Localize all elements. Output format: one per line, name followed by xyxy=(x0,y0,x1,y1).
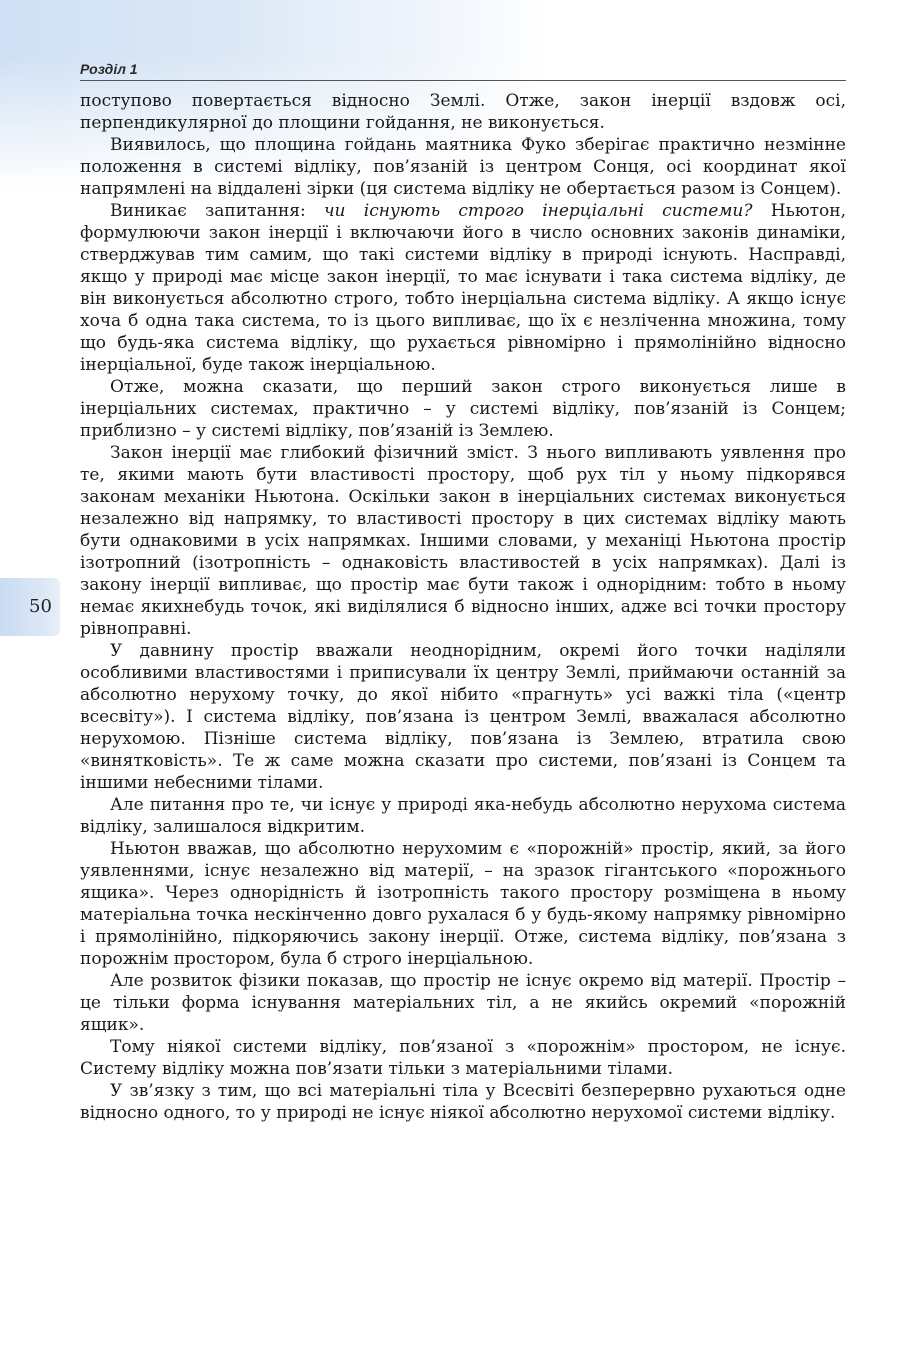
page-number: 50 xyxy=(29,596,52,617)
paragraph: Отже, можна сказати, що перший закон строго виконується лише в інерціальних системах, практично – у системі відліку, пов’язаній із Сонцем; приблизно – у системі відліку, пов’язаній із Землею. xyxy=(80,377,846,441)
main-text xyxy=(80,90,846,1124)
paragraph: Але питання про те, чи існує у природі яка-небудь абсолютно нерухома система відліку, залишалося відкритим. xyxy=(80,795,846,837)
page-header xyxy=(80,58,846,81)
paragraph-text: Виникає запитання: xyxy=(110,201,324,221)
paragraph-text: Ньютон, формулюючи закон інерції і включаючи його в число основних законів динаміки, стверджував тим самим, що такі системи відліку в природі існують. Насправді, якщо у природі має місце закон інерції, то має існувати і така система відліку, де він виконується абсолютно строго, тобто інерціальна система відліку. А якщо існує хоча б одна така система, то із цього випливає, що їх є незліченна множина, тому що будь-яка система відліку, що рухається рівномірно і прямолінійно відносно інерціальної, буде також інерціальною. xyxy=(80,201,847,375)
paragraph: У зв’язку з тим, що всі матеріальні тіла у Всесвіті безперервно рухаються одне відносно одного, то у природі не існує ніякої абсолютно нерухомої системи відліку. xyxy=(80,1081,846,1123)
paragraph: поступово повертається відносно Землі. Отже, закон інерції вздовж осі, перпендикулярної до площини гойдання, не виконується. xyxy=(80,91,846,133)
paragraph: Виявилось, що площина гойдань маятника Фуко зберігає практично незмінне положення в системі відліку, пов’язаній із центром Сонця, осі координат якої напрямлені на віддалені зірки (ця система відліку не обертається разом із Сонцем). xyxy=(80,135,846,199)
paragraph: Закон інерції має глибокий фізичний зміст. З нього випливають уявлення про те, якими мають бути властивості простору, щоб рух тіл у ньому підкорявся законам механіки Ньютона. Оскільки закон в інерціальних системах виконується незалежно від напрямку, то властивості простору в цих системах відліку мають бути однаковими в усіх напрямках. Іншими словами, у механіці Ньютона простір ізотропний (ізотропність – однаковість властивостей в усіх напрямках). Далі із закону інерції випливає, що простір має бути також і однорідним: тобто в ньому немає якихнебудь точок, які виділялися б відносно інших, адже всі точки простору рівноправні. xyxy=(80,443,846,639)
paragraph: У давнину простір вважали неоднорідним, окремі його точки наділяли особливими властивостями і приписували їх центру Землі, приймаючи останній за абсолютно нерухому точку, до якої нібито «прагнуть» усі важкі тіла («центр всесвіту»). І система відліку, пов’язана із центром Землі, вважалася абсолютно нерухомою. Пізніше система відліку, пов’язана із Землею, втратила свою «винятковість». Те ж саме можна сказати про системи, пов’язані із Сонцем та іншими небесними тілами. xyxy=(80,641,846,793)
paragraph: Ньютон вважав, що абсолютно нерухомим є «порожній» простір, який, за його уявленнями, існує незалежно від матерії, – на зразок гігантського «порожнього ящика». Через однорідність й ізотропність такого простору розміщена в ньому матеріальна точка нескінченно довго рухалася б у будь-якому напрямку рівномірно і прямолінійно, підкоряючись закону інерції. Отже, система відліку, пов’язана з порожнім простором, була б строго інерціальною. xyxy=(80,839,846,969)
paragraph: Тому ніякої системи відліку, пов’язаної з «порожнім» простором, не існує. Систему відліку можна пов’язати тільки з матеріальними тілами. xyxy=(80,1037,846,1079)
italic-question: чи існують строго інерціальні системи? xyxy=(323,201,753,221)
paragraph xyxy=(80,200,846,376)
section-label: Розділ 1 xyxy=(80,61,138,77)
paragraph: Але розвиток фізики показав, що простір не існує окремо від матерії. Простір – це тільки форма існування матеріальних тіл, а не якийсь окремий «порожній ящик». xyxy=(80,971,846,1035)
